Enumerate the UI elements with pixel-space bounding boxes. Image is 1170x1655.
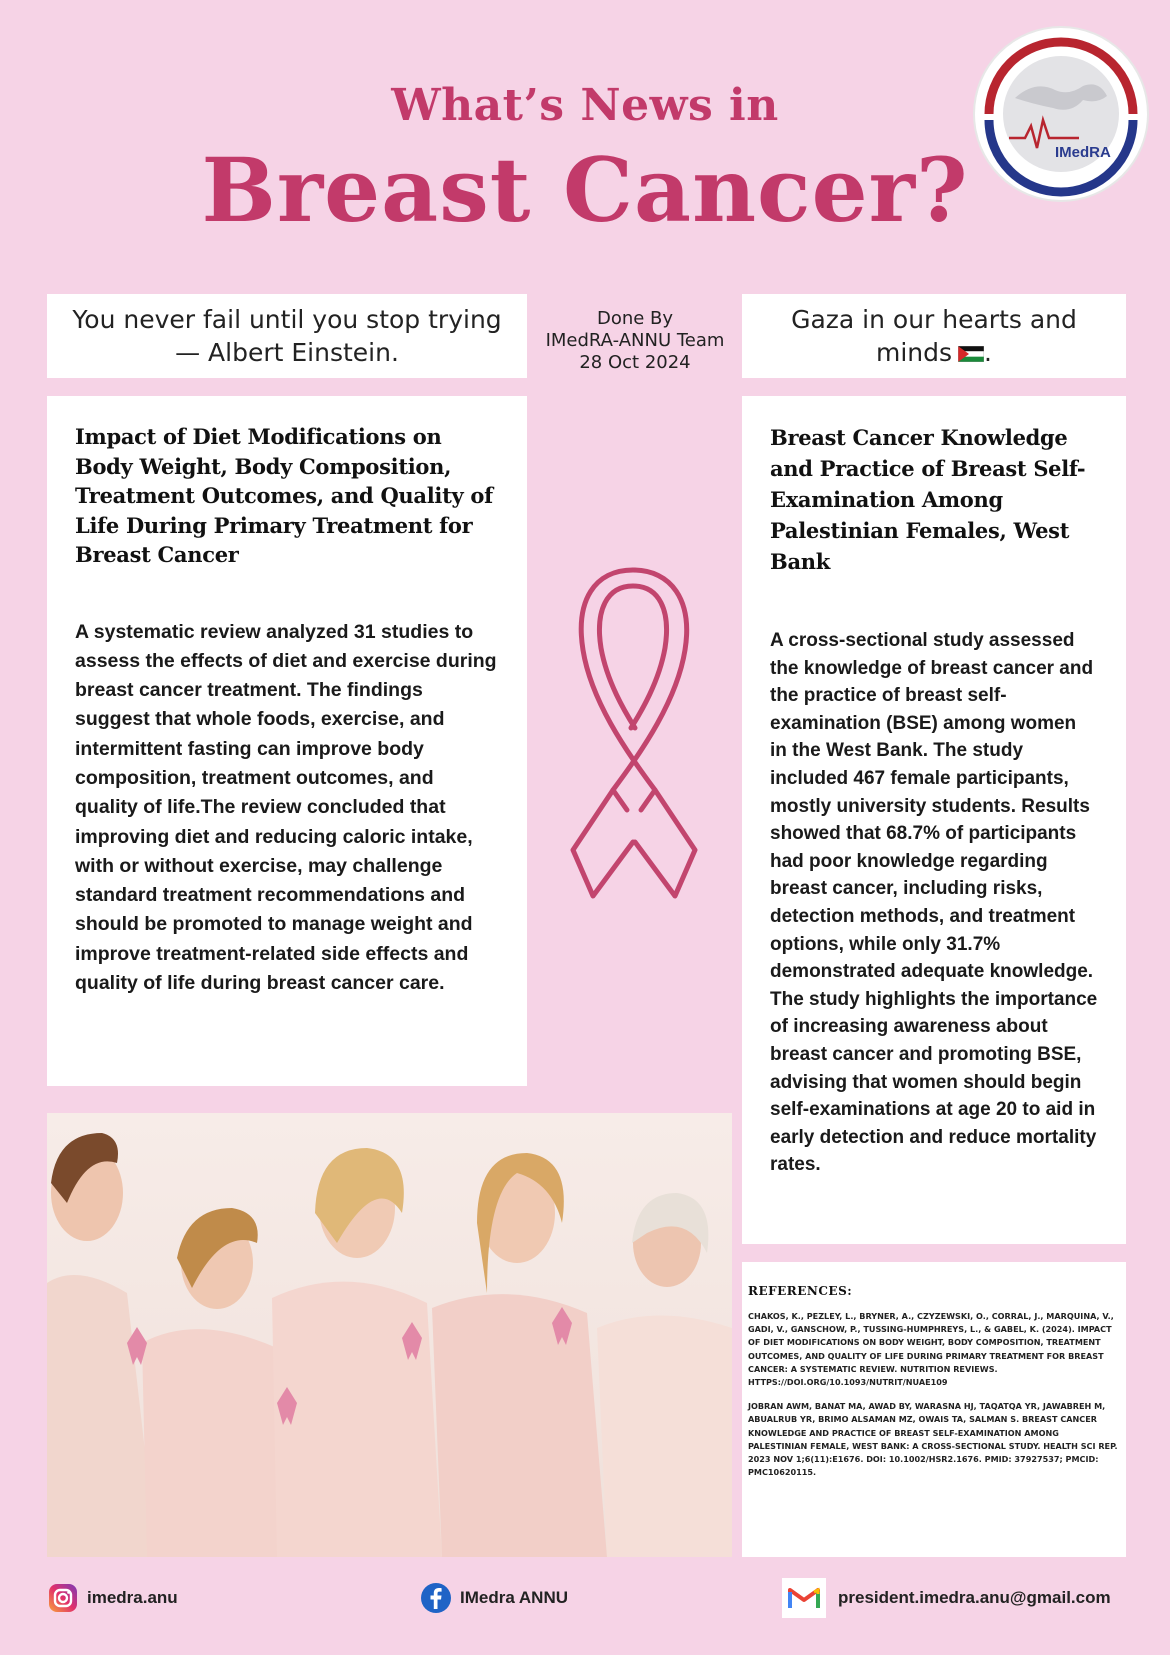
- instagram-link[interactable]: [47, 1580, 178, 1616]
- imedra-logo: [975, 28, 1147, 200]
- quote-gaza: Gaza in our hearts and minds .: [742, 294, 1126, 378]
- logo-label: IMedRA: [1055, 144, 1111, 161]
- reference-item: JOBRAN AWM, BANAT MA, AWAD BY, WARASNA HJ, TAQATQA YR, JAWABREH M, ABUALRUB YR, BRIMO ALSAMAN MZ, OWAIS TA, SALMAN S. BREAST CANCER KNOWLEDGE AND PRACTICE OF BREAST SELF-EXAMINATION AMONG PALESTINIAN FEMALE, WEST BANK: A CROSS-SECTIONAL STUDY. HEALTH SCI REP. 2023 NOV 1;6(11):E1676. DOI: 10.1002/HSR2.1676. PMID: 37927537; PMCID: PMC10620115.: [748, 1401, 1118, 1478]
- team-name: IMedRA-ANNU Team: [545, 330, 725, 351]
- quote-text: Gaza in our hearts and minds: [791, 305, 1077, 367]
- reference-item: CHAKOS, K., PEZLEY, L., BRYNER, A., CZYZEWSKI, O., CORRAL, J., MARQUINA, V., GADI, V., GANSCHOW, P., TUSSING-HUMPHREYS, L., & GABEL, K. (2024). IMPACT OF DIET MODIFICATIONS ON BODY WEIGHT, BODY COMPOSITION, TREATMENT OUTCOMES, AND QUALITY OF LIFE DURING PRIMARY TREATMENT FOR BREAST CANCER: A SYSTEMATIC REVIEW. NUTRITION REVIEWS. HTTPS://DOI.ORG/10.1093/NUTRIT/NUAE109: [748, 1311, 1114, 1388]
- facebook-link[interactable]: [420, 1580, 568, 1616]
- references-heading: REFERENCES:: [748, 1284, 853, 1298]
- article-bse: [742, 396, 1126, 1244]
- title-top: What’s News in: [391, 80, 779, 131]
- references-panel: [742, 1262, 1126, 1557]
- done-by-block: [530, 308, 740, 374]
- quote-einstein: [47, 294, 527, 378]
- pink-ribbon-icon: [535, 560, 735, 920]
- article-body: A systematic review analyzed 31 studies to assess the effects of diet and exercise during breast cancer treatment. The findings suggest that whole foods, exercise, and intermittent fasting can improve body composition, treatment outcomes, and quality of life.The review concluded that improving diet and reducing caloric intake, with or without exercise, may challenge standard treatment recommendations and should be promoted to manage weight and improve treatment-related side effects and quality of life during breast cancer care.: [75, 620, 497, 995]
- quote-text: You never fail until you stop trying — Albert Einstein.: [72, 305, 502, 367]
- women-group-photo: [47, 1113, 732, 1557]
- date: 28 Oct 2024: [579, 352, 691, 373]
- email-address: president.imedra.anu@gmail.com: [838, 1588, 1111, 1607]
- article-title: Impact of Diet Modifications on Body Weight, Body Composition, Treatment Outcomes, and Quality of Life During Primary Treatment for Breast Cancer: [75, 424, 493, 567]
- facebook-icon: [420, 1582, 452, 1614]
- palestine-flag-icon: [958, 346, 984, 362]
- email-link[interactable]: [782, 1580, 1111, 1616]
- article-title: Breast Cancer Knowledge and Practice of Breast Self-Examination Among Palestinian Females, West Bank: [770, 425, 1086, 574]
- done-by-label: Done By: [596, 308, 674, 329]
- gmail-icon: [782, 1578, 826, 1618]
- facebook-handle: IMedra ANNU: [460, 1588, 568, 1607]
- instagram-icon: [47, 1582, 79, 1614]
- page-title: Breast Cancer?: [201, 138, 969, 242]
- instagram-handle: imedra.anu: [87, 1588, 178, 1607]
- article-body: A cross-sectional study assessed the knowledge of breast cancer and the practice of breast self-examination (BSE) among women in the West Bank. The study included 467 female participants, mostly university students. Results showed that 68.7% of participants had poor knowledge regarding breast cancer, including risks, detection methods, and treatment options, while only 31.7% demonstrated adequate knowledge. The study highlights the importance of increasing awareness about breast cancer and promoting BSE, advising that women should begin self-examinations at age 20 to aid in early detection and reduce mortality rates.: [770, 630, 1098, 1176]
- article-diet: [47, 396, 527, 1086]
